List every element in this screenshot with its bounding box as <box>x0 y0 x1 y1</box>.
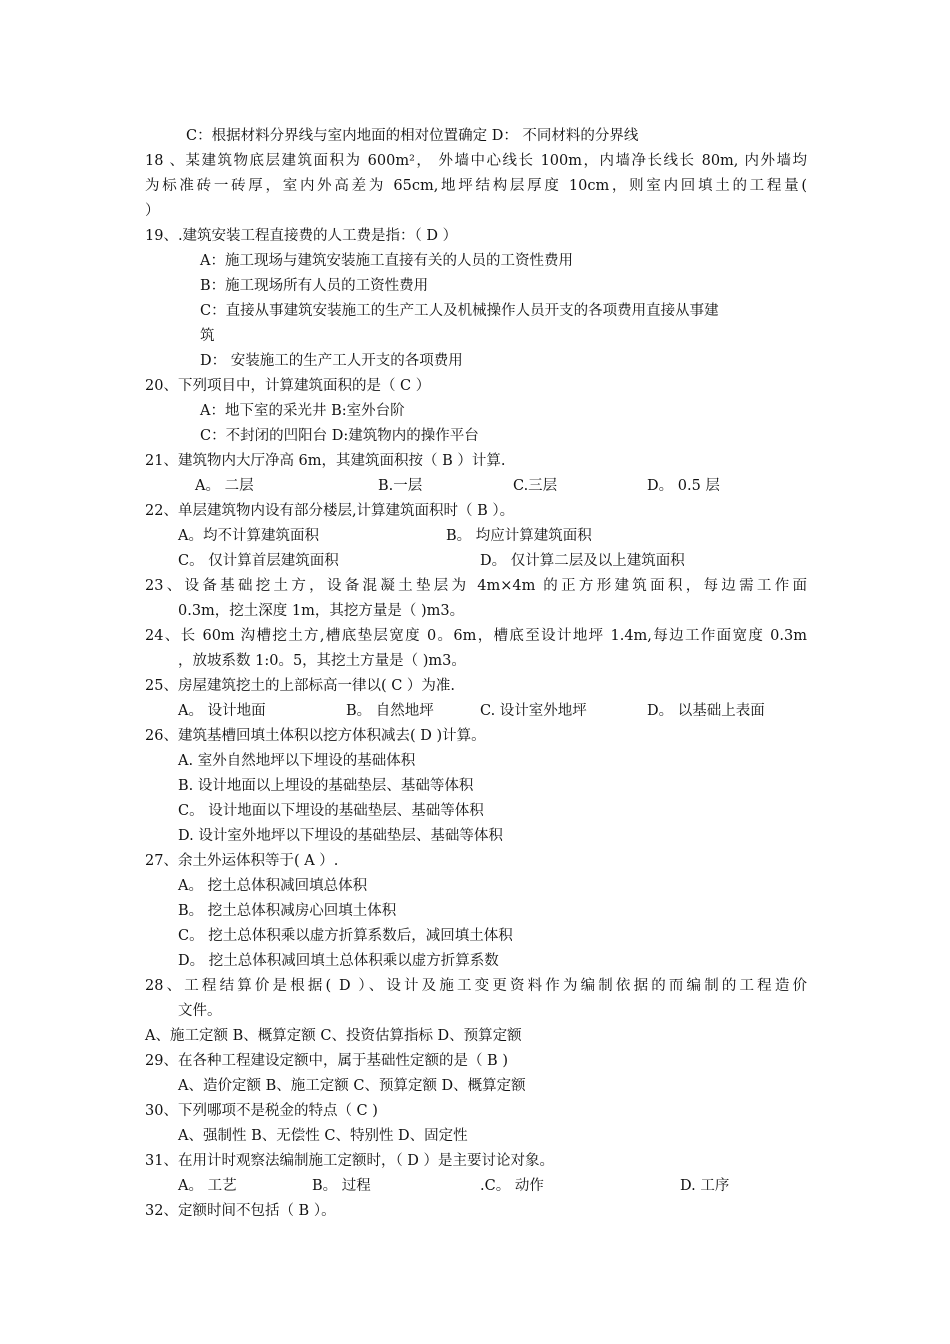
question-26-option-a: A. 室外自然地坪以下埋设的基础体积 <box>178 753 416 769</box>
question-26-option-c: C。 设计地面以下埋设的基础垫层、基础等体积 <box>178 803 484 819</box>
question-22-option-c: C。 仅计算首层建筑面积 <box>178 553 339 569</box>
question-22-option-b: B。 均应计算建筑面积 <box>446 528 592 544</box>
question-29: 29、在各种工程建设定额中，属于基础性定额的是（ B ) <box>145 1053 508 1069</box>
question-23-line1: 23、设备基础挖土方，设备混凝土垫层为 4m×4m 的正方形建筑面积，每边需工作面 <box>145 578 807 594</box>
question-22-option-d: D。 仅计算二层及以上建筑面积 <box>480 553 685 569</box>
question-20-options-cd: C：不封闭的凹阳台 D:建筑物内的操作平台 <box>200 428 479 444</box>
answer-option-line: C：根据材料分界线与室内地面的相对位置确定 D： 不同材料的分界线 <box>186 128 639 144</box>
question-26-option-b: B. 设计地面以上埋设的基础垫层、基础等体积 <box>178 778 474 794</box>
question-24-line2: ，放坡系数 1:0。5，其挖土方量是（ )m3。 <box>178 653 466 669</box>
question-18-line2: 为标准砖一砖厚，室内外高差为 65cm,地坪结构层厚度 10cm，则室内回填土的工程量( <box>145 178 807 194</box>
question-28-line1: 28、工程结算价是根据( D ）、设计及施工变更资料作为编制依据的而编制的工程造价 <box>145 978 807 994</box>
question-21-option-a: A。 二层 <box>195 478 254 494</box>
question-21-option-c: C.三层 <box>513 478 558 494</box>
question-18-line1: 18 、某建筑物底层建筑面积为 600m²， 外墙中心线长 100m，内墙净长线长 80m, 内外墙均 <box>145 153 807 169</box>
question-27: 27、余土外运体积等于( A ）. <box>145 853 339 869</box>
question-28-line2: 文件。 <box>178 1003 222 1019</box>
question-25-option-c: C. 设计室外地坪 <box>480 703 587 719</box>
question-19-option-a: A：施工现场与建筑安装施工直接有关的人员的工资性费用 <box>200 253 573 269</box>
question-31-option-d: D. 工序 <box>680 1178 730 1194</box>
question-26-option-d: D. 设计室外地坪以下埋设的基础垫层、基础等体积 <box>178 828 503 844</box>
question-26: 26、建筑基槽回填土体积以挖方体积减去( D )计算。 <box>145 728 486 744</box>
question-20-options-ab: A：地下室的采光井 B:室外台阶 <box>200 403 405 419</box>
question-23-line2: 0.3m，挖土深度 1m，其挖方量是（ )m3。 <box>178 603 465 619</box>
question-19-option-c-line2: 筑 <box>200 328 215 344</box>
question-30-options: A、强制性 B、无偿性 C、特别性 D、固定性 <box>178 1128 468 1144</box>
question-28-options: A、施工定额 B、概算定额 C、投资估算指标 D、预算定额 <box>145 1028 522 1044</box>
question-31-option-b: B。 过程 <box>312 1178 371 1194</box>
question-24-line1: 24、长 60m 沟槽挖土方,槽底垫层宽度 0。6m，槽底至设计地坪 1.4m,每边工作面宽度 0.3m <box>145 628 807 644</box>
question-19: 19、.建筑安装工程直接费的人工费是指：（ D ） <box>145 228 458 244</box>
question-25-option-b: B。 自然地坪 <box>346 703 434 719</box>
question-21: 21、建筑物内大厅净高 6m，其建筑面积按（ B ）计算. <box>145 453 506 469</box>
question-22-option-a: A。均不计算建筑面积 <box>178 528 319 544</box>
question-32: 32、定额时间不包括（ B ）。 <box>145 1203 336 1219</box>
question-27-option-c: C。 挖土总体积乘以虚方折算系数后，减回填土体积 <box>178 928 513 944</box>
question-21-option-b: B.一层 <box>378 478 423 494</box>
question-30: 30、下列哪项不是税金的特点（ C ) <box>145 1103 378 1119</box>
question-19-option-d: D： 安装施工的生产工人开支的各项费用 <box>200 353 463 369</box>
question-31-option-c: .C。 动作 <box>480 1178 544 1194</box>
question-25-option-a: A。 设计地面 <box>178 703 266 719</box>
question-19-option-b: B：施工现场所有人员的工资性费用 <box>200 278 429 294</box>
question-18-line3: ） <box>145 203 160 219</box>
question-19-option-c-line1: C：直接从事建筑安装施工的生产工人及机械操作人员开支的各项费用直接从事建 <box>200 303 719 319</box>
question-20: 20、下列项目中，计算建筑面积的是（ C ） <box>145 378 431 394</box>
question-31: 31、在用计时观察法编制施工定额时，（ D ）是主要讨论对象。 <box>145 1153 555 1169</box>
question-21-option-d: D。 0.5 层 <box>647 478 720 494</box>
question-31-option-a: A。 工艺 <box>178 1178 237 1194</box>
question-29-options: A、造价定额 B、施工定额 C、预算定额 D、概算定额 <box>178 1078 526 1094</box>
question-25: 25、房屋建筑挖土的上部标高一律以( C ）为准. <box>145 678 456 694</box>
question-27-option-b: B。 挖土总体积减房心回填土体积 <box>178 903 397 919</box>
question-22: 22、单层建筑物内设有部分楼层,计算建筑面积时（ B ）。 <box>145 503 515 519</box>
question-27-option-d: D。 挖土总体积减回填土总体积乘以虚方折算系数 <box>178 953 499 969</box>
question-27-option-a: A。 挖土总体积减回填总体积 <box>178 878 368 894</box>
question-25-option-d: D。 以基础上表面 <box>647 703 765 719</box>
